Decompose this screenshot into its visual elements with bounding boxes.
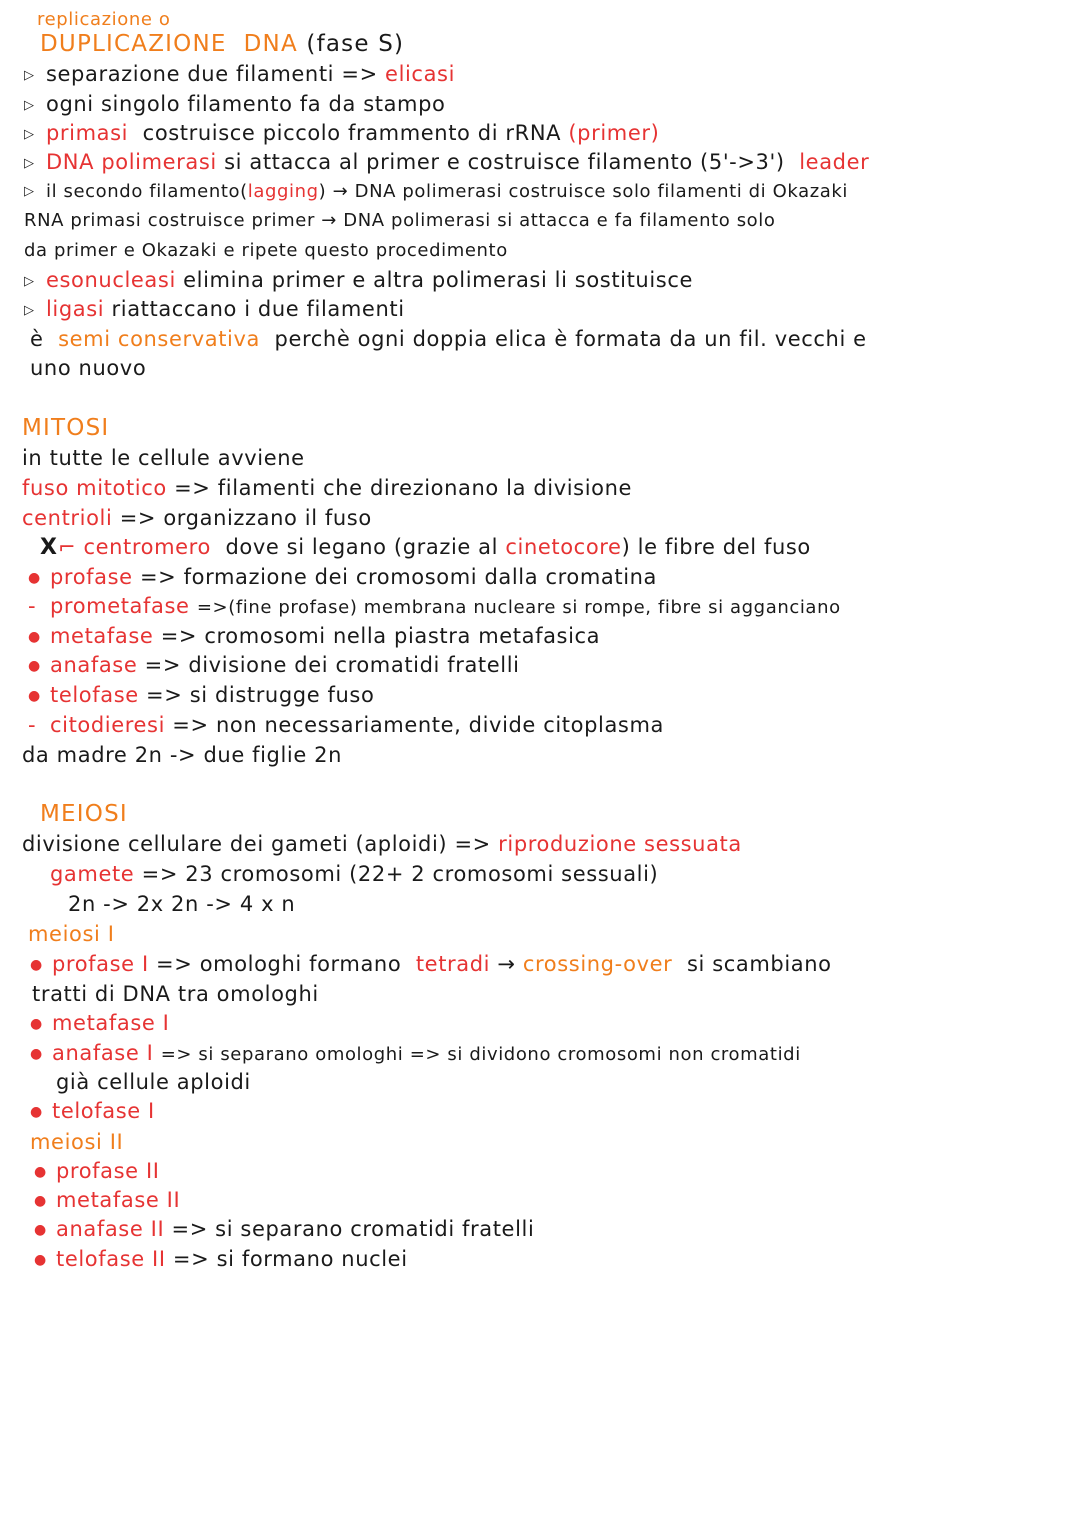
- triangle-bullet-icon: ▷: [24, 303, 35, 318]
- meiosi-subtitle-1: meiosi I: [28, 922, 115, 946]
- mitosi-line-2: fuso mitotico => filamenti che direzionano la divisione: [22, 476, 633, 500]
- mitosi-title: MITOSI: [22, 415, 110, 441]
- dot-bullet-icon: ●: [30, 1016, 43, 1032]
- dot-bullet-icon: ●: [34, 1193, 47, 1209]
- meiosi-line-1: divisione cellulare dei gameti (aploidi) => riproduzione sessuata: [22, 832, 742, 856]
- dot-bullet-icon: ●: [30, 957, 43, 973]
- mitosi-line-8: ● anafase => divisione dei cromatidi fratelli: [28, 651, 520, 680]
- meiosi-line-9: ● telofase I: [30, 1097, 155, 1126]
- dot-bullet-icon: ●: [34, 1222, 47, 1238]
- triangle-bullet-icon: ▷: [24, 274, 35, 289]
- mitosi-line-10: - citodieresi => non necessariamente, divide citoplasma: [28, 713, 664, 737]
- meiosi-line-11: ● metafase II: [34, 1186, 180, 1215]
- meiosi-line-8: già cellule aploidi: [56, 1070, 251, 1094]
- dash-bullet-icon: -: [28, 713, 37, 737]
- dash-bullet-icon: -: [28, 594, 37, 618]
- dna-line-2: ▷ ogni singolo filamento fa da stampo: [24, 90, 445, 120]
- dot-bullet-icon: ●: [28, 629, 41, 645]
- x-mark-icon: X: [40, 535, 58, 560]
- mitosi-line-9: ● telofase => si distrugge fuso: [28, 681, 374, 710]
- dot-bullet-icon: ●: [30, 1046, 43, 1062]
- meiosi-line-6: ● metafase I: [30, 1009, 169, 1038]
- dot-bullet-icon: ●: [30, 1104, 43, 1120]
- dna-line-3: ▷ primasi costruisce piccolo frammento di rRNA (primer): [24, 119, 659, 149]
- dna-line-1: ▷ separazione due filamenti => elicasi: [24, 60, 455, 90]
- dna-line-4: ▷ DNA polimerasi si attacca al primer e costruisce filamento (5'->3') leader: [24, 148, 869, 178]
- dot-bullet-icon: ●: [28, 570, 41, 586]
- meiosi-line-4: ● profase I => omologhi formano tetradi → crossing-over si scambiano: [30, 950, 832, 979]
- dna-line-9: ▷ ligasi riattaccano i due filamenti: [24, 295, 405, 325]
- triangle-bullet-icon: ▷: [24, 98, 35, 113]
- meiosi-subtitle-2: meiosi II: [30, 1130, 124, 1154]
- meiosi-line-2: gamete => 23 cromosomi (22+ 2 cromosomi sessuali): [50, 862, 659, 886]
- mitosi-line-7: ● metafase => cromosomi nella piastra metafasica: [28, 622, 600, 651]
- mitosi-line-1: in tutte le cellule avviene: [22, 446, 305, 470]
- triangle-bullet-icon: ▷: [24, 156, 35, 171]
- dna-pre-title: replicazione o: [37, 9, 171, 30]
- mitosi-line-5: ● profase => formazione dei cromosomi dalla cromatina: [28, 563, 657, 592]
- meiosi-line-3: 2n -> 2x 2n -> 4 x n: [68, 892, 296, 916]
- dna-line-7: da primer e Okazaki e ripete questo procedimento: [24, 240, 508, 261]
- dot-bullet-icon: ●: [34, 1164, 47, 1180]
- meiosi-line-10: ● profase II: [34, 1157, 160, 1186]
- dna-line-8: ▷ esonucleasi elimina primer e altra polimerasi li sostituisce: [24, 266, 693, 296]
- dot-bullet-icon: ●: [28, 658, 41, 674]
- dna-line-10: è semi conservativa perchè ogni doppia elica è formata da un fil. vecchi e: [30, 327, 867, 351]
- triangle-bullet-icon: ▷: [24, 127, 35, 142]
- triangle-bullet-icon: ▷: [24, 184, 35, 199]
- dot-bullet-icon: ●: [34, 1252, 47, 1268]
- meiosi-line-5: tratti di DNA tra omologhi: [32, 982, 319, 1006]
- dna-line-6: RNA primasi costruisce primer → DNA polimerasi si attacca e fa filamento solo: [24, 210, 776, 231]
- mitosi-line-11: da madre 2n -> due figlie 2n: [22, 743, 343, 767]
- meiosi-line-13: ● telofase II => si formano nuclei: [34, 1245, 408, 1274]
- mitosi-line-3: centrioli => organizzano il fuso: [22, 506, 372, 530]
- mitosi-line-6: - prometafase =>(fine profase) membrana nucleare si rompe, fibre si agganciano: [28, 594, 841, 618]
- meiosi-line-12: ● anafase II => si separano cromatidi fratelli: [34, 1215, 534, 1244]
- dna-line-11: uno nuovo: [30, 356, 147, 380]
- mitosi-line-4: X⌐ centromero dove si legano (grazie al cinetocore) le fibre del fuso: [40, 535, 811, 560]
- dna-line-5: ▷ il secondo filamento(lagging) → DNA polimerasi costruisce solo filamenti di Okazaki: [24, 178, 848, 206]
- meiosi-line-7: ● anafase I => si separano omologhi => si dividono cromosomi non cromatidi: [30, 1039, 801, 1069]
- dot-bullet-icon: ●: [28, 688, 41, 704]
- meiosi-title: MEIOSI: [40, 801, 128, 827]
- triangle-bullet-icon: ▷: [24, 68, 35, 83]
- dna-section-title: DUPLICAZIONE DNA (fase S): [40, 31, 405, 57]
